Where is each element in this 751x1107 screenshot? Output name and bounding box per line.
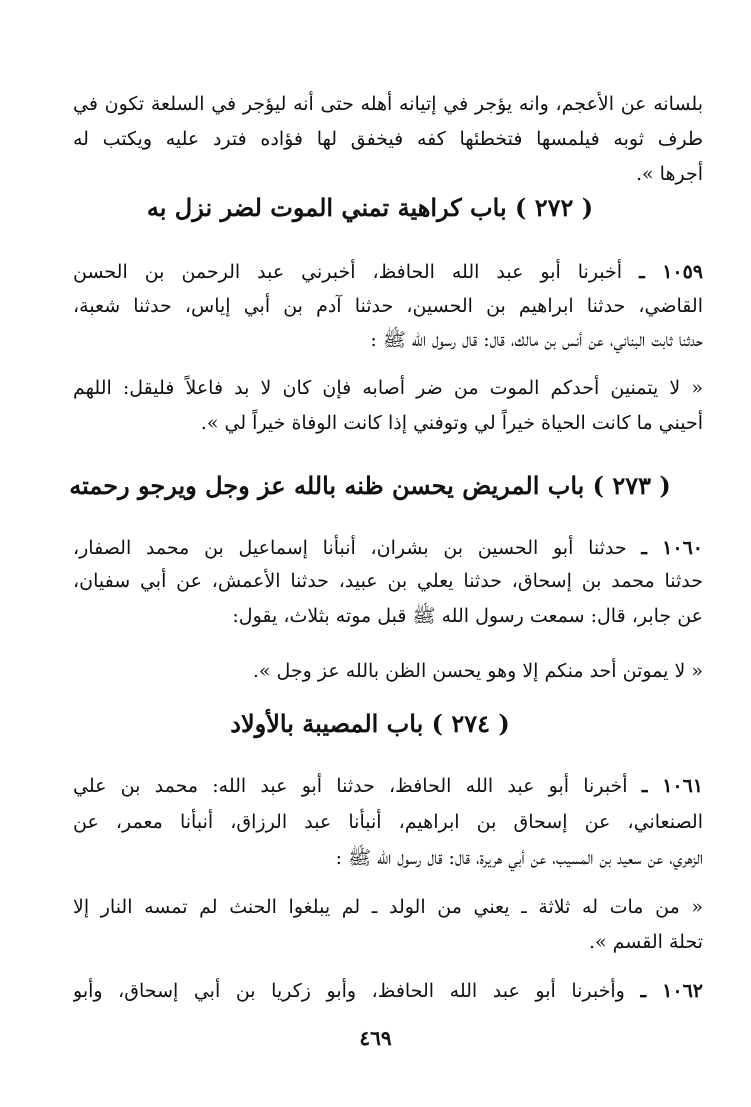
hadith-1059-line-3: حدثنا ثابت البناني، عن أنس بن مالك، قال: قال رسول الله ﷺ : <box>370 329 703 351</box>
hadith-1060-line-3: عن جابر، قال: سمعت رسول الله ﷺ قبل موته بثلاث، يقول: <box>232 605 703 627</box>
hadith-1060-line-2: حدثنا محمد بن إسحاق، حدثنا يعلي بن عبيد، حدثنا الأعمش، عن أبي سفيان، <box>73 570 703 592</box>
hadith-1059-line-2: القاضي، حدثنا ابراهيم بن الحسين، حدثنا آدم بن أبي إياس، حدثنا شعبة، <box>73 295 703 317</box>
hadith-1059-quote-line-1: « لا يتمنين أحدكم الموت من ضر أصابه فإن كان لا بد فاعلاً فليقل: اللهم <box>73 377 703 399</box>
hadith-number-1059: ١٠٥٩ ـ <box>639 261 703 283</box>
intro-line-2: طرف ثوبه فيلمسها فتخطئها كفه فيخفق لها فؤاده فترد عليه ويكتب له <box>73 128 703 150</box>
hadith-number-1060: ١٠٦٠ ـ <box>641 537 703 559</box>
chapter-heading-274: ( ٢٧٤ ) باب المصيبة بالأولاد <box>230 709 510 738</box>
chapter-heading-273: ( ٢٧٣ ) باب المريض يحسن ظنه بالله عز وجل ويرجو رحمته <box>69 471 671 500</box>
hadith-1061-line-3: الزهري، عن سعيد بن المسيب، عن أبي هريرة، قال: قال رسول الله ﷺ : <box>335 847 703 869</box>
hadith-1059-text: أخبرنا أبو عبد الله الحافظ، أخبرني عبد الرحمن بن الحسن <box>73 261 623 283</box>
hadith-1061-text: أخبرنا أبو عبد الله الحافظ، حدثنا أبو عبد الله: محمد بن علي <box>73 775 628 797</box>
hadith-1062-line-1 <box>73 975 703 1007</box>
intro-line-1: بلسانه عن الأعجم، وانه يؤجر في إتيانه أهله حتى أنه ليؤجر في السلعة تكون في <box>73 93 703 115</box>
hadith-1061-line-2: الصنعاني، عن إسحاق بن ابراهيم، أنبأنا عبد الرزاق، أنبأنا معمر، عن <box>73 811 703 833</box>
hadith-number-1062: ١٠٦٢ ـ <box>640 980 703 1002</box>
hadith-1059-quote-line-2: أحيني ما كانت الحياة خيراً لي وتوفني إذا كانت الوفاة خيراً لي ». <box>200 412 703 434</box>
chapter-heading-272: ( ٢٧٢ ) باب كراهية تمني الموت لضر نزل به <box>146 193 594 222</box>
hadith-number-1061: ١٠٦١ ـ <box>641 775 703 797</box>
hadith-1061-quote-line-1: « من مات له ثلاثة ـ يعني من الولد ـ لم يبلغوا الحنث لم تمسه النار إلا <box>73 896 703 918</box>
hadith-1060-line-1 <box>73 532 703 564</box>
intro-line-3: أجرها ». <box>635 163 703 185</box>
hadith-1061-quote-line-2: تحلة القسم ». <box>588 931 703 953</box>
hadith-1061-line-1 <box>73 770 703 802</box>
hadith-1062-text: وأخبرنا أبو عبد الله الحافظ، وأبو زكريا بن أبي إسحاق، وأبو <box>73 980 625 1002</box>
page-number: ٤٦٩ <box>359 1026 392 1050</box>
hadith-1059-line-1 <box>73 256 703 288</box>
hadith-1060-text: حدثنا أبو الحسين بن بشران، أنبأنا إسماعيل بن محمد الصفار، <box>73 537 627 559</box>
hadith-1060-quote-line-1: « لا يموتن أحد منكم إلا وهو يحسن الظن بالله عز وجل ». <box>252 660 703 682</box>
